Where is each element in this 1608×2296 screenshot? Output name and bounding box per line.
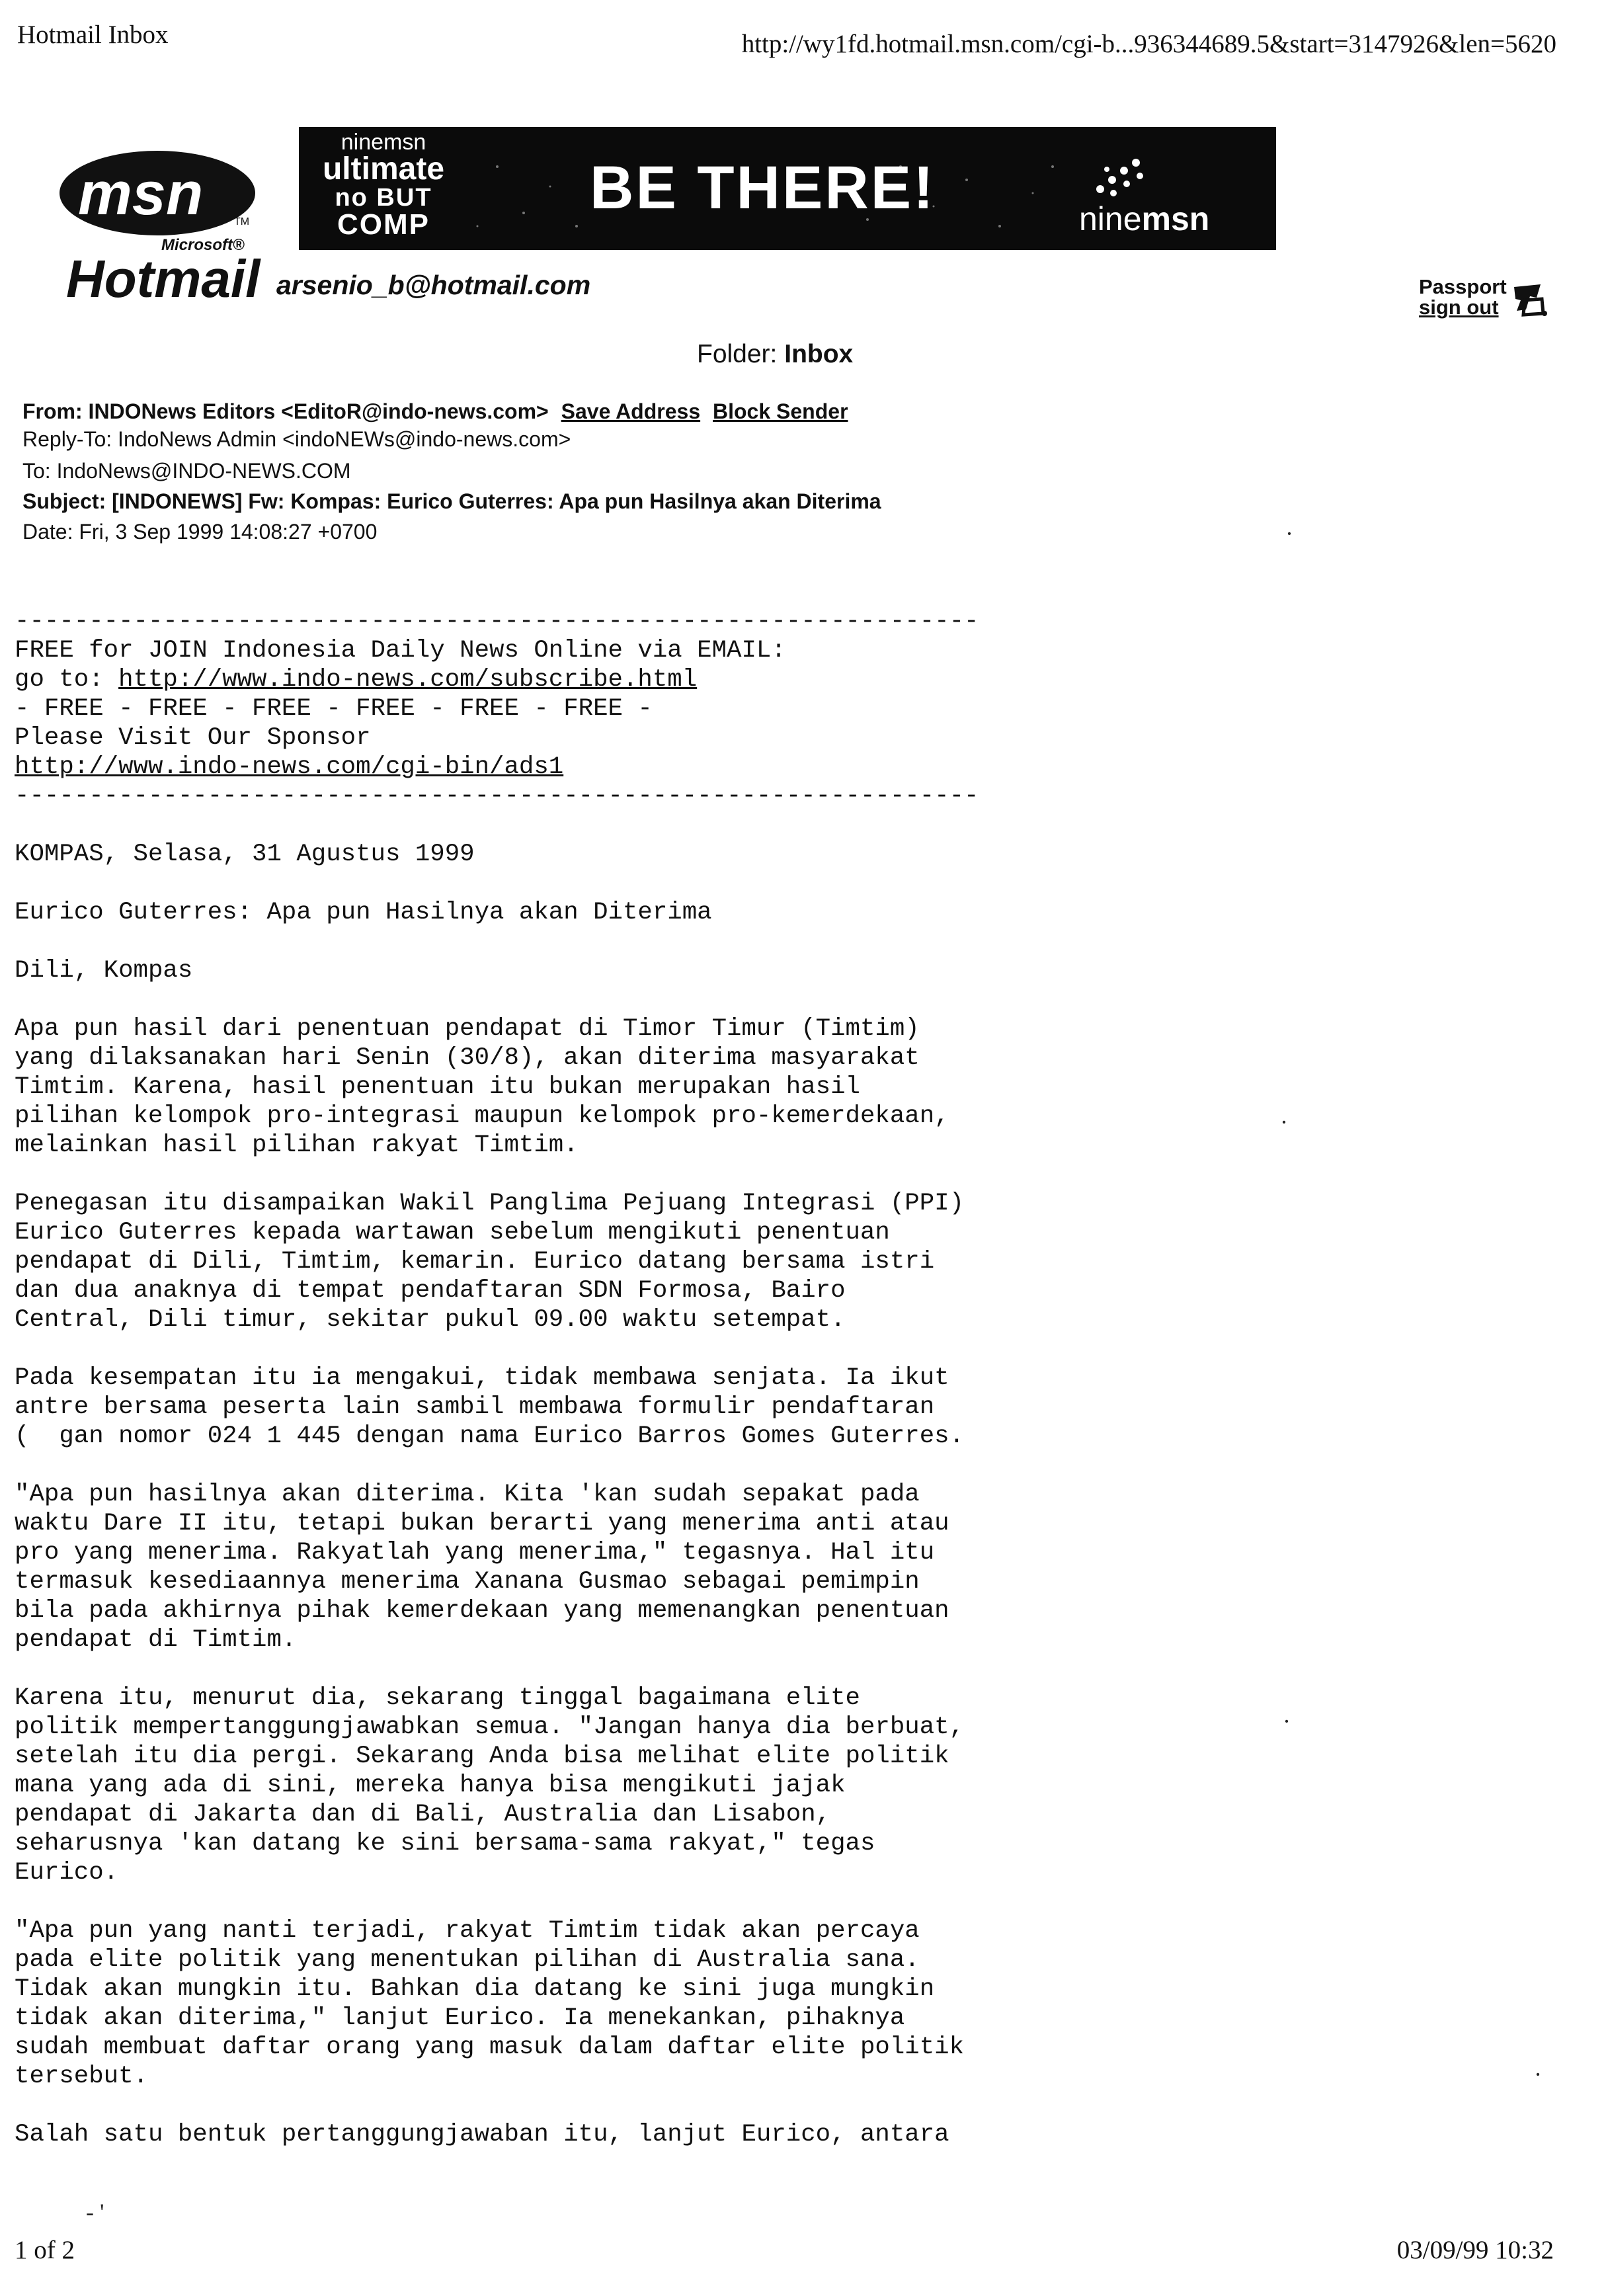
date-label: Date: xyxy=(22,520,73,544)
banner-promo-text xyxy=(317,131,450,239)
article-text: KOMPAS, Selasa, 31 Agustus 1999 Eurico Guterres: Apa pun Hasilnya akan Diterima Dili, Kompas Apa pun hasil dari penentuan pendapat di Timor Timur (Timtim) yang dilaksanakan hari Senin (30/8), akan diterima masyarakat Timtim. Karena, hasil penentuan itu bukan merupakan hasil pilihan kelompok pro-integrasi maupun kelompok pro-kemerdekaan, melainkan hasil pilihan rakyat Timtim. Penegasan itu disampaikan Wakil Panglima Pejuang Integrasi (PPI) Eurico Guterres kepada wartawan sebelum mengikuti penentuan pendapat di Dili, Timtim, kemarin. Eurico datang bersama istri dan dua anaknya di tempat pendaftaran SDN Formosa, Bairo Central, Dili timur, sekitar pukul 09.00 waktu setempat. Pada kesempatan itu ia mengakui, tidak membawa senjata. Ia ikut antre bersama peserta lain sambil membawa formulir pendaftaran ( gan nomor 024 1 445 dengan nama Eurico Barros Gomes Guterres. "Apa pun hasilnya akan diterima. Kita 'kan sudah sepakat pada waktu Dare II itu, tetapi bukan berarti yang menerima anti atau pro yang menerima. Rakyatlah yang menerima," tegasnya. Hal itu termasuk kesediaannya menerima Xanana Gusmao sebagai pemimpin bila pada akhirnya pihak kemerdekaan yang memenangkan penentuan pendapat di Timtim. Karena itu, menurut dia, sekarang tinggal bagaimana elite politik mempertanggungjawabkan semua. "Jangan hanya dia berbuat, setelah itu dia pergi. Sekarang Anda bisa melihat elite politik mana yang ada di sini, mereka hanya bisa mengikuti jajak pendapat di Jakarta dan di Bali, Australia dan Lisabon, seharusnya 'kan datang ke sini bersama-sama rakyat," tegas Eurico. "Apa pun yang nanti terjadi, rakyat Timtim tidak akan percaya pada elite politik yang menentukan pilihan di Australia sana. Tidak akan mungkin itu. Bahkan dia datang ke sini juga mungkin tidak akan diterima," lanjut Eurico. Ia menekankan, pihaknya sudah membuat daftar orang yang masuk dalam daftar elite politik tersebut. Salah satu bentuk pertanggungjawaban itu, lanjut Eurico, antara xyxy=(15,840,965,2149)
separator-rule: ----------------------------------------------------------------- xyxy=(15,608,979,636)
msn-logo-tm: TM xyxy=(234,216,250,227)
passport-key-icon[interactable] xyxy=(1510,280,1550,319)
subject-value: [INDONEWS] Fw: Kompas: Eurico Guterres: Apa pun Hasilnya akan Diterima xyxy=(112,489,881,513)
print-timestamp: 03/09/99 10:32 xyxy=(1396,2236,1554,2264)
free-repeat-line: - FREE - FREE - FREE - FREE - FREE - FREE - xyxy=(15,695,653,723)
scan-speck: · xyxy=(1534,2061,1542,2088)
print-page-title: Hotmail Inbox xyxy=(17,20,169,49)
subscribe-link[interactable]: http://www.indo-news.com/subscribe.html xyxy=(118,666,698,694)
subject-label: Subject: xyxy=(22,489,106,513)
sponsor-link[interactable]: http://www.indo-news.com/cgi-bin/ads1 xyxy=(15,753,564,781)
replyto-label: Reply-To: xyxy=(22,427,112,451)
ad-banner[interactable] xyxy=(299,127,1276,250)
folder-label: Folder: xyxy=(697,340,778,368)
separator-rule-bottom: ----------------------------------------------------------------- xyxy=(15,782,979,810)
message-replyto-row xyxy=(22,427,571,452)
msn-logo[interactable] xyxy=(58,147,270,258)
ninemsn-brand-bold: msn xyxy=(1141,200,1210,237)
message-body xyxy=(15,607,1139,2149)
msn-logo-text: msn xyxy=(78,160,204,227)
banner-line-ultimate: ultimate xyxy=(322,151,445,186)
to-label: To: xyxy=(22,459,51,483)
hotmail-wordmark[interactable]: Hotmail xyxy=(66,249,261,308)
message-date-row xyxy=(22,520,377,544)
scan-speck: - ' xyxy=(86,2199,104,2225)
passport-signout-link[interactable] xyxy=(1419,276,1507,317)
block-sender-link[interactable]: Block Sender xyxy=(713,399,848,423)
sponsor-label: Please Visit Our Sponsor xyxy=(15,724,371,752)
message-to-row xyxy=(22,459,351,483)
to-value: IndoNews@INDO-NEWS.COM xyxy=(56,459,351,483)
save-address-link[interactable]: Save Address xyxy=(561,399,701,423)
message-from-row xyxy=(22,399,848,424)
scan-speck: · xyxy=(1285,520,1293,547)
from-label: From: xyxy=(22,399,83,423)
banner-line-comp: COMP xyxy=(337,208,430,241)
goto-label: go to: xyxy=(15,666,119,694)
current-folder xyxy=(697,340,853,369)
microsoft-wordmark: Microsoft® xyxy=(161,236,245,254)
folder-name[interactable]: Inbox xyxy=(784,340,854,368)
date-value: Fri, 3 Sep 1999 14:08:27 +0700 xyxy=(79,520,378,544)
message-subject-row xyxy=(22,489,881,514)
banner-headline: BE THERE! xyxy=(590,154,936,222)
from-value: INDONews Editors <EditoR@indo-news.com> xyxy=(88,399,549,423)
account-email: arsenio_b@hotmail.com xyxy=(276,270,591,300)
banner-line-ninemsn: ninemsn xyxy=(341,130,426,155)
print-page-url: http://wy1fd.hotmail.msn.com/cgi-b...936344689.5&start=3147926&len=5620 xyxy=(741,30,1556,58)
scan-speck: · xyxy=(1283,1708,1291,1735)
ninemsn-butterfly-icon xyxy=(1087,156,1153,202)
free-join-line: FREE for JOIN Indonesia Daily News Online via EMAIL: xyxy=(15,637,786,665)
print-page-number: 1 of 2 xyxy=(15,2236,75,2264)
ninemsn-brand xyxy=(1079,200,1209,238)
passport-label: Passport xyxy=(1419,275,1507,298)
replyto-value: IndoNews Admin <indoNEWs@indo-news.com> xyxy=(118,427,571,451)
banner-line-no-but: no BUT xyxy=(335,184,432,212)
scan-speck: · xyxy=(1280,1109,1288,1135)
ninemsn-brand-light: nine xyxy=(1079,200,1142,237)
sign-out-link[interactable]: sign out xyxy=(1419,296,1499,319)
